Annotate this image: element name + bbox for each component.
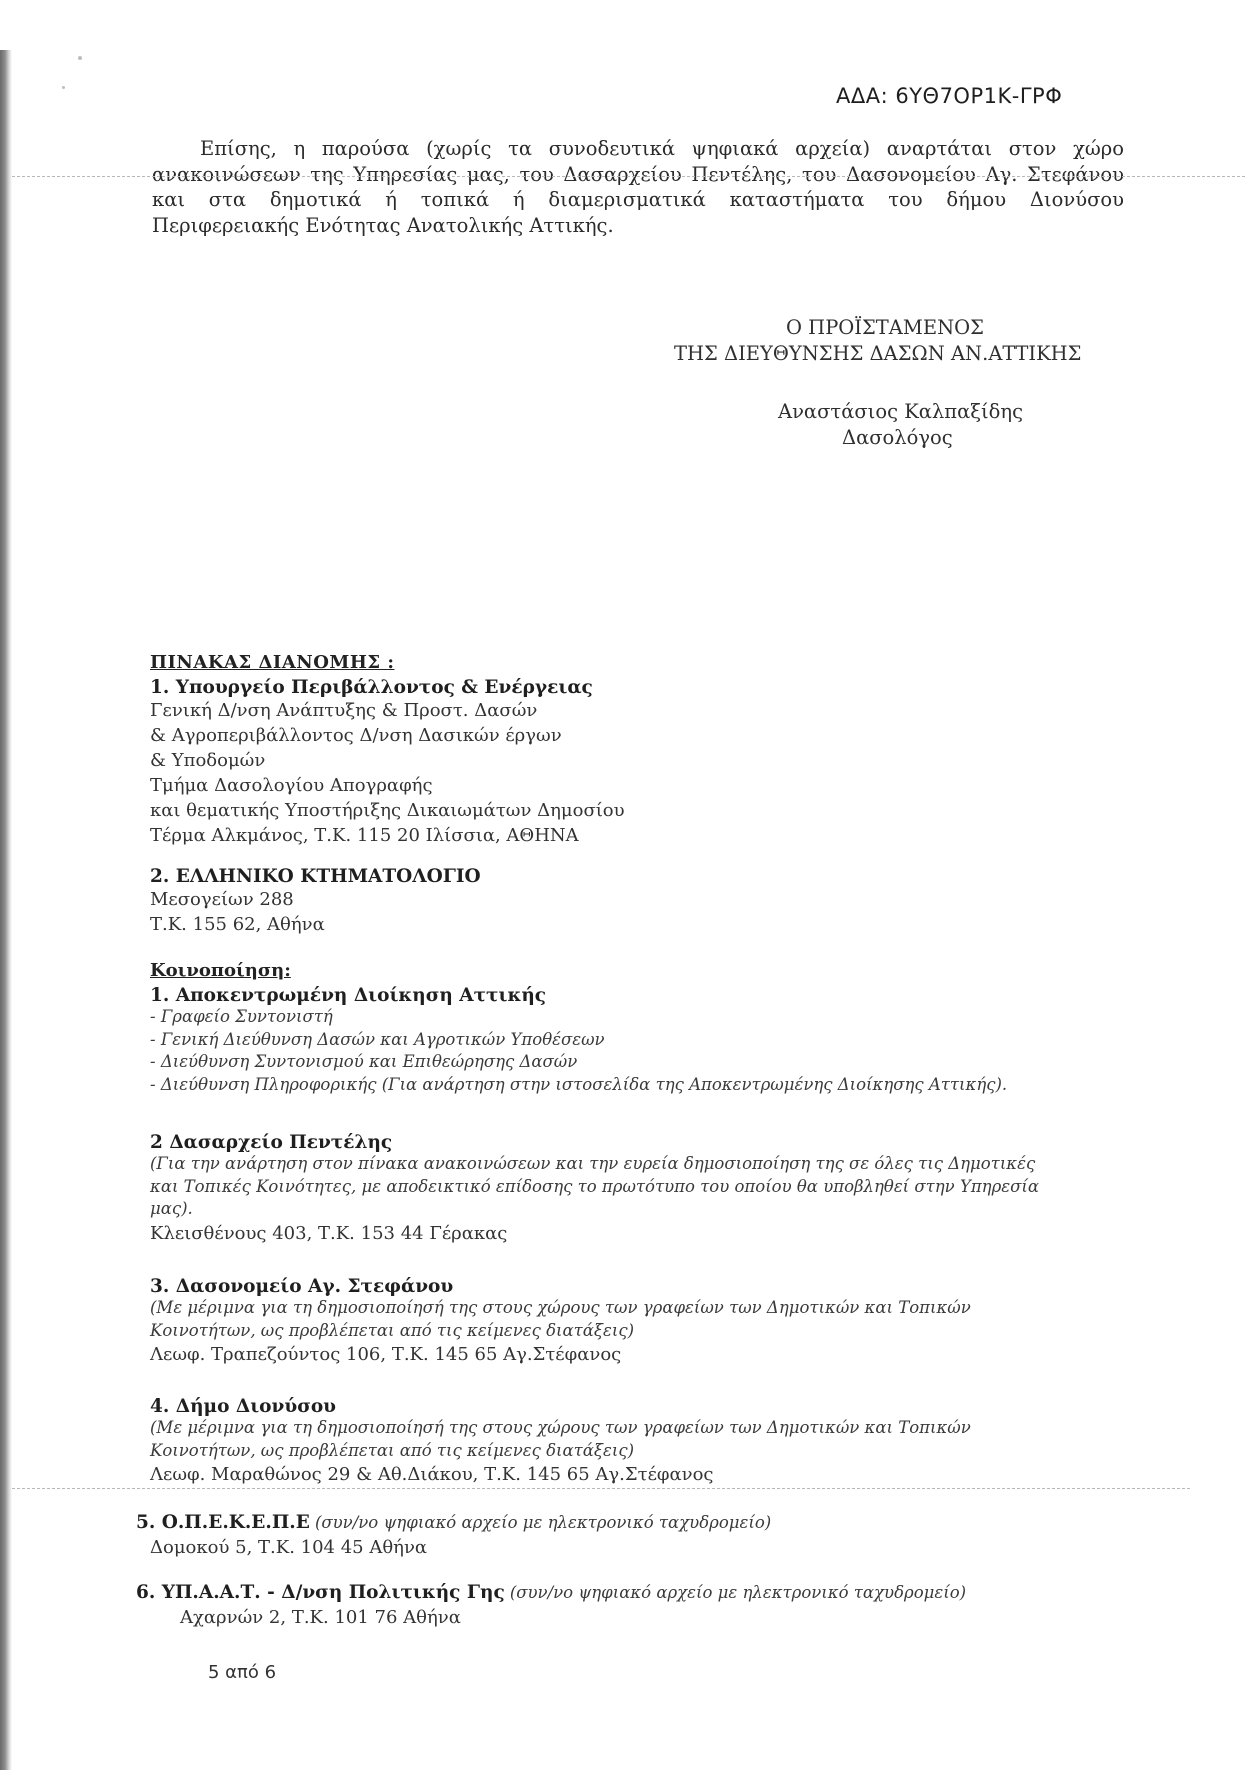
distribution-item-line: Γενική Δ/νση Ανάπτυξης & Προστ. Δασών [150, 700, 538, 721]
notification-item-note: (Για την ανάρτηση στον πίνακα ανακοινώσεων και την ευρεία δημοσιοποίηση της σε όλες τις Δημοτικές [150, 1154, 1036, 1173]
intro-paragraph [152, 136, 1124, 238]
notification-item-address: Κλεισθένους 403, Τ.Κ. 153 44 Γέρακας [150, 1222, 508, 1244]
distribution-item-line: Τμήμα Δασολογίου Απογραφής [150, 775, 433, 796]
notification-item-address: Λεωφ. Τραπεζούντος 106, Τ.Κ. 145 65 Αγ.Στέφανος [150, 1344, 622, 1365]
distribution-item-title: 1. Υπουργείο Περιβάλλοντος & Ενέργειας [150, 677, 593, 698]
scan-edge-shadow [0, 50, 12, 1770]
notification-item-note: (συν/νο ψηφιακό αρχείο με ηλεκτρονικό ταχυδρομείο) [314, 1513, 772, 1532]
notification-item-line: - Γενική Διεύθυνση Δασών και Αγροτικών Υποθέσεων [150, 1029, 605, 1049]
ada-code: ΑΔΑ: 6ΥΘ7ΟΡ1Κ-ΓΡΦ [836, 84, 1063, 108]
intro-line: Περιφερειακής Ενότητας Ανατολικής Αττικής. [152, 213, 614, 237]
scan-speck [78, 56, 82, 60]
notification-item-title: 2 Δασαρχείο Πεντέλης [150, 1132, 393, 1153]
notification-item-title: 3. Δασονομείο Αγ. Στεφάνου [150, 1276, 454, 1297]
notification-item-note: (Με μέριμνα για τη δημοσιοποίησή της στους χώρους των γραφείων των Δημοτικών και Τοπικών [150, 1418, 971, 1437]
signature-name: Αναστάσιος Καλπαξίδης [778, 400, 1023, 423]
distribution-item-2 [150, 866, 481, 937]
scan-line [12, 1488, 1190, 1489]
notification-item-title: 5. Ο.Π.Ε.Κ.Ε.Π.Ε [136, 1512, 310, 1533]
notification-item-address: Δομοκού 5, Τ.Κ. 104 45 Αθήνα [150, 1536, 428, 1558]
notification-item-line: - Διεύθυνση Πληροφορικής (Για ανάρτηση στην ιστοσελίδα της Αποκεντρωμένης Διοίκησης Αττικής). [150, 1074, 1008, 1094]
notification-item-1 [150, 985, 1007, 1096]
notification-item-5 [136, 1512, 771, 1560]
scan-line [12, 176, 1245, 177]
page-number: 5 από 6 [208, 1662, 277, 1683]
distribution-item-line: Τέρμα Αλκμάνος, Τ.Κ. 115 20 Ιλίσσια, ΑΘΗΝΑ [150, 825, 579, 846]
notification-item-address: Λεωφ. Μαραθώνος 29 & Αθ.Διάκου, Τ.Κ. 145 65 Αγ.Στέφανος [150, 1464, 714, 1485]
intro-line: Επίσης, η παρούσα (χωρίς τα συνοδευτικά ψηφιακά αρχεία) αναρτάται στον χώρο [200, 137, 1124, 160]
notification-item-address: Αχαρνών 2, Τ.Κ. 101 76 Αθήνα [180, 1606, 461, 1628]
notification-item-line: - Γραφείο Συντονιστή [150, 1007, 333, 1026]
signature-title-1: Ο ΠΡΟΪΣΤΑΜΕΝΟΣ [786, 316, 984, 339]
notification-item-note: (Με μέριμνα για τη δημοσιοποίησή της στους χώρους των γραφείων των Δημοτικών και Τοπικών [150, 1298, 971, 1317]
distribution-item-line: & Υποδομών [150, 750, 266, 771]
distribution-item-line: Τ.Κ. 155 62, Αθήνα [150, 914, 325, 935]
notification-item-4 [150, 1396, 971, 1487]
notification-item-6 [136, 1582, 966, 1630]
signature-role: Δασολόγος [842, 426, 953, 449]
notification-item-title: 1. Αποκεντρωμένη Διοίκηση Αττικής [150, 985, 547, 1006]
notification-item-note: και Τοπικές Κοινότητες, με αποδεικτικό επίδοσης το πρωτότυπο του οποίου θα υποβληθεί στην Υπηρεσία [150, 1176, 1039, 1196]
distribution-item-title: 2. ΕΛΛΗΝΙΚΟ ΚΤΗΜΑΤΟΛΟΓΙΟ [150, 866, 481, 887]
notification-item-note: μας). [150, 1199, 193, 1218]
notification-item-3 [150, 1276, 971, 1367]
notification-item-title: 6. ΥΠ.Α.Α.Τ. - Δ/νση Πολιτικής Γης [136, 1582, 505, 1603]
distribution-item-line: και θεματικής Υποστήριξης Δικαιωμάτων Δημοσίου [150, 800, 625, 821]
signature-title-2: ΤΗΣ ΔΙΕΥΘΥΝΣΗΣ ΔΑΣΩΝ ΑΝ.ΑΤΤΙΚΗΣ [674, 342, 1082, 365]
distribution-item-1 [150, 677, 625, 848]
notification-item-2 [150, 1132, 1039, 1246]
scan-speck [62, 86, 65, 89]
notification-item-line: - Διεύθυνση Συντονισμού και Επιθεώρησης Δασών [150, 1052, 578, 1071]
notification-item-note: Κοινοτήτων, ως προβλέπεται από τις κείμενες διατάξεις) [150, 1320, 635, 1340]
notification-item-note: (συν/νο ψηφιακό αρχείο με ηλεκτρονικό ταχυδρομείο) [509, 1583, 967, 1602]
notification-item-note: Κοινοτήτων, ως προβλέπεται από τις κείμενες διατάξεις) [150, 1440, 635, 1460]
distribution-item-line: Μεσογείων 288 [150, 889, 294, 910]
intro-line: ανακοινώσεων της Υπηρεσίας μας, του Δασαρχείου Πεντέλης, του Δασονομείου Αγ. Στεφάνου [152, 162, 1124, 186]
notification-heading: Κοινοποίηση: [150, 960, 291, 981]
distribution-item-line: & Αγροπεριβάλλοντος Δ/νση Δασικών έργων [150, 725, 562, 746]
distribution-heading: ΠΙΝΑΚΑΣ ΔΙΑΝΟΜΗΣ : [150, 652, 395, 673]
notification-item-title: 4. Δήμο Διονύσου [150, 1396, 337, 1417]
intro-line: και στα δημοτικά ή τοπικά ή διαμερισματικά καταστήματα του δήμου Διονύσου [152, 188, 1124, 211]
